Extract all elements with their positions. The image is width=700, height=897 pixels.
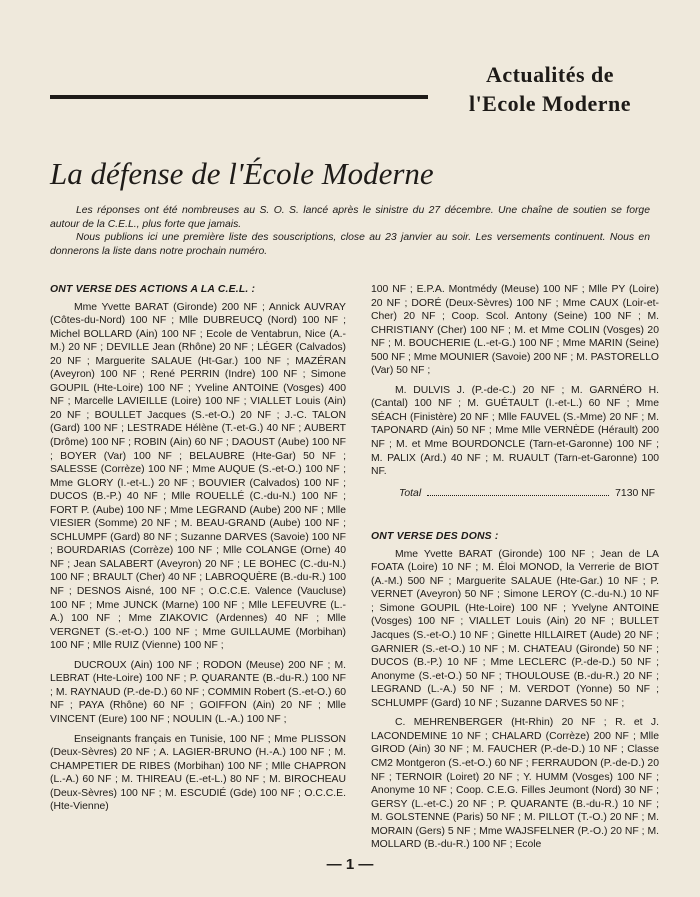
list-paragraph: 100 NF ; E.P.A. Montmédy (Meuse) 100 NF ; Mlle PY (Loire) 20 NF ; DORÉ (Deux-Sèvres) 100 NF ; Mme CAUX (Loir-et-Cher) 20 NF ; Coop. Scol. Antony (Seine) 100 NF ; M. CHRISTIANY (Cher) 100 NF ; M. et Mme COLIN (Vosges) 20 NF ; M. BOUCHERIE (L.-et-G.) 100 NF ; Mme MARIN (Seine) 500 NF ; Mme MOUNIER (Savoie) 200 NF ; M. PASTORELLO (Var) 50 NF ; <box>371 284 659 377</box>
intro-paragraph: Nous publions ici une première liste des souscriptions, close au 23 janvier au soir. Les versements continuent. Nous en donnerons la liste dans notre prochain numéro. <box>50 232 650 257</box>
list-paragraph: C. MEHRENBERGER (Ht-Rhin) 20 NF ; R. et J. LACONDEMINE 10 NF ; CHALARD (Corrèze) 200 NF ; Mlle GIROD (Ain) 30 NF ; M. FAUCHER (P.-de-D.) 10 NF ; Classe CM2 Montgeron (S.-et-O.) 60 NF ; FERRAUDON (P.-de-D.) 20 NF ; TERNOIR (Loiret) 20 NF ; Y. HUMM (Vosges) 100 NF ; Anonyme 10 NF ; Coop. C.E.G. Filles Jeumont (Nord) 30 NF ; GERSY (L.-et-C.) 20 NF ; P. QUARANTE (B.-du-R.) 10 NF ; M. GOLSTENNE (Paris) 50 NF ; M. PILLOT (T.-O.) 20 NF ; M. MORAIN (Gers) 5 NF ; Mme WAJSFELNER (P.-O.) 20 NF ; M. MOLLARD (B.-du-R.) 100 NF ; Ecole <box>371 717 659 851</box>
list-paragraph: M. DULVIS J. (P.-de-C.) 20 NF ; M. GARNÉRO H. (Cantal) 100 NF ; M. GUÉTAULT (I.-et-L.) 60 NF ; Mme SÉACH (Finistère) 20 NF ; Mlle FAUVEL (S.-Mme) 20 NF ; M. TAPONARD (Ain) 50 NF ; Mme Mlle VERNÈDE (Hérault) 200 NF ; M. et Mme BOURDONCLE (Tarn-et-Garonne) 100 NF ; M. PALIX (Ard.) 40 NF ; M. RUAULT (Tarn-et-Garonne) 100 NF. <box>371 384 659 478</box>
total-value: 7130 NF <box>615 487 655 499</box>
left-column <box>50 283 346 814</box>
section-header-line-2: l'Ecole Moderne <box>468 91 632 116</box>
total-line <box>371 487 659 501</box>
header-rule <box>50 95 428 99</box>
total-label: Total <box>399 487 422 499</box>
list-paragraph: DUCROUX (Ain) 100 NF ; RODON (Meuse) 200 NF ; M. LEBRAT (Hte-Loire) 100 NF ; P. QUARANTE (B.-du-R.) 100 NF ; M. RAYNAUD (P.-de-D.) 60 NF ; COMMIN Robert (S.-et-O.) 60 NF ; PAYA (Rhône) 60 NF ; GOIFFON (Ain) 20 NF ; Mlle VINCENT (Eure) 100 NF ; NOULIN (L.-A.) 100 NF ; <box>50 659 346 725</box>
list-paragraph: Mme Yvette BARAT (Gironde) 200 NF ; Annick AUVRAY (Côtes-du-Nord) 100 NF ; Mlle DUBREUCQ (Nord) 100 NF ; Michel BOLLARD (Ain) 100 NF ; Ecole de Ventabrun, Nice (A.-M.) 20 NF ; DEVILLE Jean (Rhône) 20 NF ; LÉGER (Calvados) 20 NF ; Marguerite SALAUE (Ht-Gar.) 100 NF ; MAZÉRAN (Aveyron) 100 NF ; René PERRIN (Indre) 100 NF ; Simone GOUPIL (Hte-Loire) 100 NF ; Yveline ANTOINE (Vosges) 400 NF ; Marcelle LAVIEILLE (Loire) 100 NF ; VIALLET Louis (Ain) 20 NF ; BOULLET Jacques (S.-et-O.) 20 NF ; J.-C. TALON (Gard) 100 NF ; LESTRADE Hélène (T.-et-G.) 40 NF ; AUBERT (Drôme) 100 NF ; ROBIN (Ain) 60 NF ; DAOUST (Aube) 100 NF ; BOYER (Var) 100 NF ; BELAUBRE (Hte-Gar) 50 NF ; SALESSE (Corrèze) 100 NF ; Mme AUQUE (S.-et-O.) 100 NF ; Mme GLORY (I.-et-L.) 20 NF ; BOUVIER (Calvados) 100 NF ; DUCOS (B.-P.) 40 NF ; Mlle ROUELLÉ (C.-du-N.) 100 NF ; FORT P. (Aube) 100 NF ; Mme LEGRAND (Aube) 200 NF ; Mlle VIESIER (Somme) 20 NF ; M. BEAU-GRAND (Aube) 100 NF ; SCHLUMPF (Gard) 80 NF ; Suzanne DARVES (Savoie) 100 NF ; BOURDARIAS (Corrèze) 100 NF ; Mlle COLANGE (Orne) 40 NF ; Jean SALABERT (Aveyron) 20 NF ; LE BOHEC (C.-du-N.) 100 NF ; BRAULT (Cher) 40 NF ; LABROQUÈRE (B.-du-R.) 100 NF ; DESNOS Aisné, 100 NF ; O.C.C.E. Valence (Vaucluse) 100 NF ; Mme JUNCK (Marne) 100 NF ; Mlle LEFEUVRE (L.-A.) 100 NF ; Mme ZIAKOVIC (Ardennes) 40 NF ; Mlle VERGNET (S.-et-O.) 100 NF ; Mme GUILLAUME (Morbihan) 100 NF ; Mlle RUIZ (Vienne) 100 NF ; <box>50 301 346 652</box>
page-number: — 1 — <box>326 856 374 873</box>
section-header-line-1: Actualités de <box>485 62 615 87</box>
right-column <box>371 283 659 852</box>
section-header <box>440 60 660 118</box>
section-heading-actions: ONT VERSE DES ACTIONS A LA C.E.L. : <box>50 284 256 295</box>
list-paragraph: Enseignants français en Tunisie, 100 NF ; Mme PLISSON (Deux-Sèvres) 20 NF ; A. LAGIER-BRUNO (H.-A.) 100 NF ; M. CHAMPETIER DE RIBES (Morbihan) 100 NF ; Mlle CHAPRON (L.-A.) 60 NF ; M. THIREAU (E.-et-L.) 80 NF ; M. BIROCHEAU (Deux-Sèvres) 100 NF ; M. ESCUDIÉ (Gde) 100 NF ; O.C.C.E. (Hte-Vienne) <box>50 733 346 813</box>
list-paragraph: Mme Yvette BARAT (Gironde) 100 NF ; Jean de LA FOATA (Loire) 10 NF ; M. Éloi MONOD, la Verrerie de BIOT (A.-M.) 500 NF ; Marguerite SALAUE (Hte-Gar.) 10 NF ; P. VERNET (Aveyron) 50 NF ; Simone LEROY (C.-du-N.) 10 NF ; Simone GOUPIL (Hte-Loire) 100 NF ; Yvelyne ANTOINE (Vosges) 100 NF ; VIALLET Louis (Ain) 20 NF ; BULLET Jacques (S.-et-O.) 10 NF ; Ginette HILLAIRET (Aude) 20 NF ; GARNIER (S.-et-O.) 10 NF ; M. CHATEAU (Gironde) 50 NF ; DUCOS (B.-P.) 10 NF ; Mme LECLERC (P.-de-D.) 50 NF ; Anonyme (S.-et-O.) 50 NF ; THOULOUSE (B.-du-R.) 20 NF ; LEGRAND (L.-A.) 50 NF ; M. VERDOT (Yonne) 50 NF ; SCHLUMPF (Gard) 10 NF ; Suzanne DARVES 50 NF ; <box>371 548 659 709</box>
article-title: La défense de l'École Moderne <box>50 156 434 191</box>
dot-leader <box>427 487 609 496</box>
section-heading-dons: ONT VERSE DES DONS : <box>371 531 499 543</box>
intro-paragraph: Les réponses ont été nombreuses au S. O. S. lancé après le sinistre du 27 décembre. Une chaîne de soutien se forge autour de la C.E.L., plus forte que jamais. <box>50 205 650 230</box>
article-intro <box>50 204 650 258</box>
